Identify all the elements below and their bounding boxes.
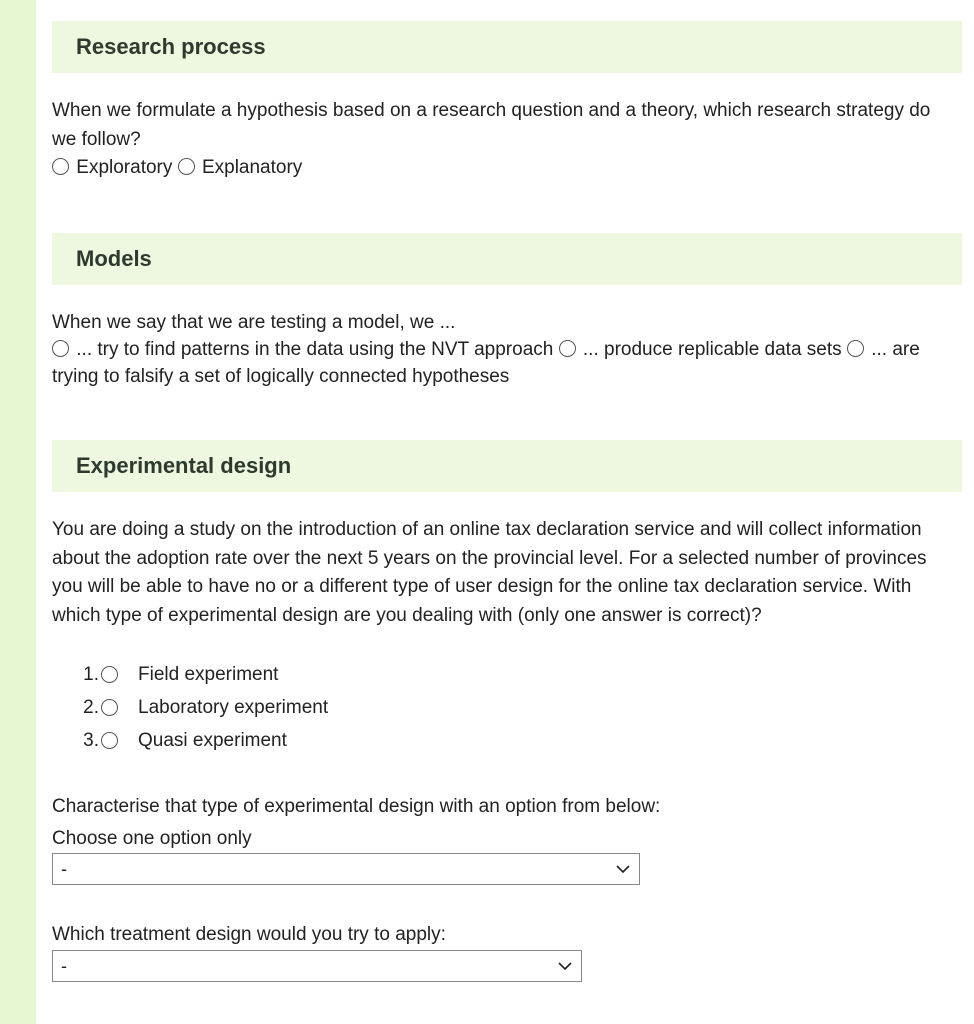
characterise-select[interactable]: [52, 853, 640, 885]
section-header-research-process: [52, 21, 962, 73]
option-label: Quasi experiment: [138, 729, 287, 751]
option-find-patterns[interactable]: [52, 339, 553, 360]
question-text: You are doing a study on the introduction of an online tax declaration service and will collect information about the adoption rate over the next 5 years on the provincial level. For a selected number of provinces you will be able to have no or a different type of user design for the online tax declaration service. With which type of experimental design are you dealing with (only one answer is correct)?: [52, 519, 927, 626]
section-title: Experimental design: [76, 453, 292, 478]
choose-one-hint: Choose one option only: [52, 828, 252, 849]
left-sidebar-strip: [0, 0, 36, 1024]
question-text: When we say that we are testing a model, we ...: [52, 312, 456, 333]
radio-button[interactable]: [101, 732, 118, 749]
option-replicable-data[interactable]: [559, 339, 842, 360]
radio-button[interactable]: [52, 340, 69, 357]
radio-button[interactable]: [101, 699, 118, 716]
chevron-down-icon: [615, 861, 631, 877]
radio-button[interactable]: [52, 158, 69, 175]
option-number: 3.: [83, 729, 99, 751]
option-exploratory[interactable]: [52, 157, 172, 178]
section-title: Research process: [76, 34, 266, 59]
option-label: Exploratory: [76, 157, 173, 178]
treatment-prompt: Which treatment design would you try to apply:: [52, 924, 446, 945]
select-value: -: [61, 858, 67, 879]
option-number: 2.: [83, 696, 99, 718]
characterise-prompt: Characterise that type of experimental design with an option from below:: [52, 796, 661, 817]
chevron-down-icon: [557, 958, 573, 974]
section-header-models: [52, 233, 962, 285]
option-explanatory[interactable]: [178, 157, 303, 178]
select-value: -: [61, 955, 67, 976]
radio-button[interactable]: [178, 158, 195, 175]
option-number: 1.: [83, 663, 99, 685]
radio-button[interactable]: [847, 340, 864, 357]
question-experimental-design: [52, 516, 957, 630]
option-laboratory-experiment[interactable]: [52, 691, 328, 724]
experimental-design-options: [52, 658, 328, 757]
option-label: Explanatory: [201, 157, 303, 178]
radio-button[interactable]: [559, 340, 576, 357]
question-research-strategy: [52, 97, 957, 183]
treatment-select[interactable]: [52, 950, 582, 982]
option-label: ... try to find patterns in the data using the NVT approach: [76, 339, 554, 360]
question-text: When we formulate a hypothesis based on a research question and a theory, which research strategy do we follow?: [52, 100, 931, 150]
question-testing-model: [52, 309, 957, 390]
radio-button[interactable]: [101, 666, 118, 683]
option-label: Laboratory experiment: [138, 696, 329, 718]
section-title: Models: [76, 246, 152, 271]
option-quasi-experiment[interactable]: [52, 724, 328, 757]
option-label: ... produce replicable data sets: [582, 339, 842, 360]
section-header-experimental-design: [52, 440, 962, 492]
option-field-experiment[interactable]: [52, 658, 328, 691]
option-label: ... are trying to falsify a set of logically connected hypotheses: [52, 339, 920, 387]
option-label: Field experiment: [138, 663, 279, 685]
